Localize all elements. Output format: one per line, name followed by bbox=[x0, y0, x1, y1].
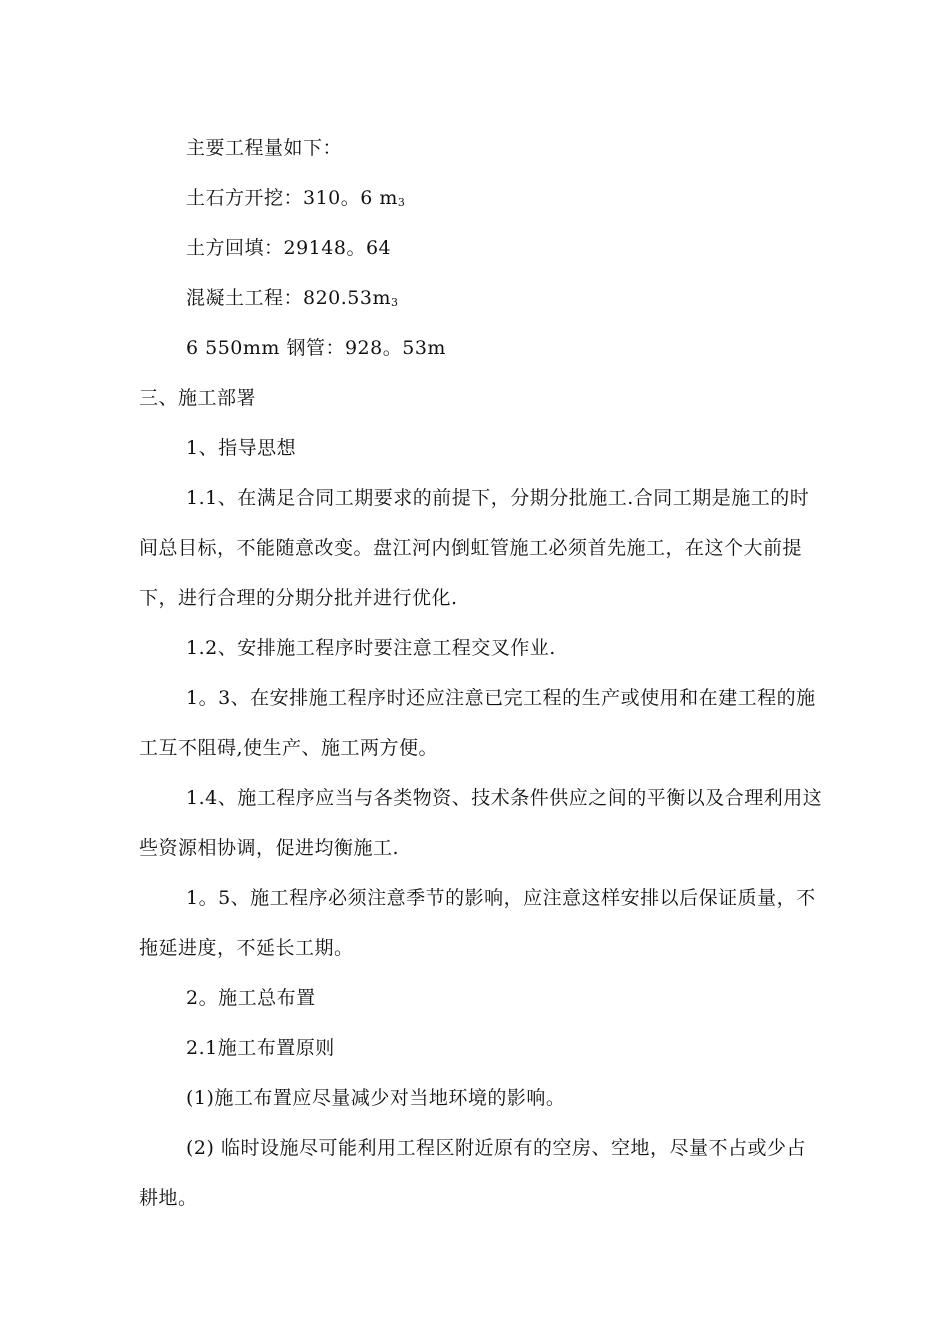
paragraph-line: 拖延进度，不延长工期。 bbox=[139, 937, 354, 959]
subsection-heading: 2。施工总布置 bbox=[186, 987, 316, 1009]
quantity-steel-pipe: 6 550mm 钢管：928。53m bbox=[186, 337, 446, 359]
paragraph-line: 1.1、在满足合同工期要求的前提下，分期分批施工.合同工期是施工的时 bbox=[186, 487, 810, 509]
quantity-concrete bbox=[186, 287, 398, 314]
paragraph-line: 间总目标，不能随意改变。盘江河内倒虹管施工必须首先施工，在这个大前提 bbox=[139, 537, 803, 559]
paragraph-line: (2) 临时设施尽可能利用工程区附近原有的空房、空地，尽量不占或少占 bbox=[186, 1137, 806, 1159]
quantity-concrete-text: 混凝土工程：820.53m bbox=[186, 287, 391, 309]
quantities-heading: 主要工程量如下： bbox=[186, 137, 343, 159]
paragraph-line: 耕地。 bbox=[139, 1187, 198, 1209]
paragraph-line: 1.4、施工程序应当与各类物资、技术条件供应之间的平衡以及合理利用这 bbox=[186, 787, 823, 809]
paragraph-line: 1.2、安排施工程序时要注意工程交叉作业. bbox=[186, 637, 556, 659]
quantity-excavation bbox=[186, 187, 405, 214]
subsection-heading: 2.1施工布置原则 bbox=[186, 1037, 335, 1059]
section-heading: 三、施工部署 bbox=[139, 387, 257, 409]
quantity-backfill: 土方回填：29148。64 bbox=[186, 237, 392, 259]
paragraph-line: 1。5、施工程序必须注意季节的影响，应注意这样安排以后保证质量，不 bbox=[186, 887, 816, 909]
quantity-excavation-text: 土石方开挖：310。6 m bbox=[186, 187, 398, 209]
paragraph-line: 些资源相协调，促进均衡施工. bbox=[139, 837, 400, 859]
paragraph-line: 下，进行合理的分期分批并进行优化. bbox=[139, 587, 458, 609]
paragraph-line: 1。3、在安排施工程序时还应注意已完工程的生产或使用和在建工程的施 bbox=[186, 687, 816, 709]
cubic-unit-superscript: 3 bbox=[391, 296, 398, 309]
cubic-unit-superscript: 3 bbox=[397, 196, 405, 209]
subsection-heading: 1、指导思想 bbox=[186, 437, 297, 459]
paragraph-line: (1)施工布置应尽量减少对当地环境的影响。 bbox=[186, 1087, 566, 1109]
paragraph-line: 工互不阻碍,使生产、施工两方便。 bbox=[139, 737, 439, 759]
